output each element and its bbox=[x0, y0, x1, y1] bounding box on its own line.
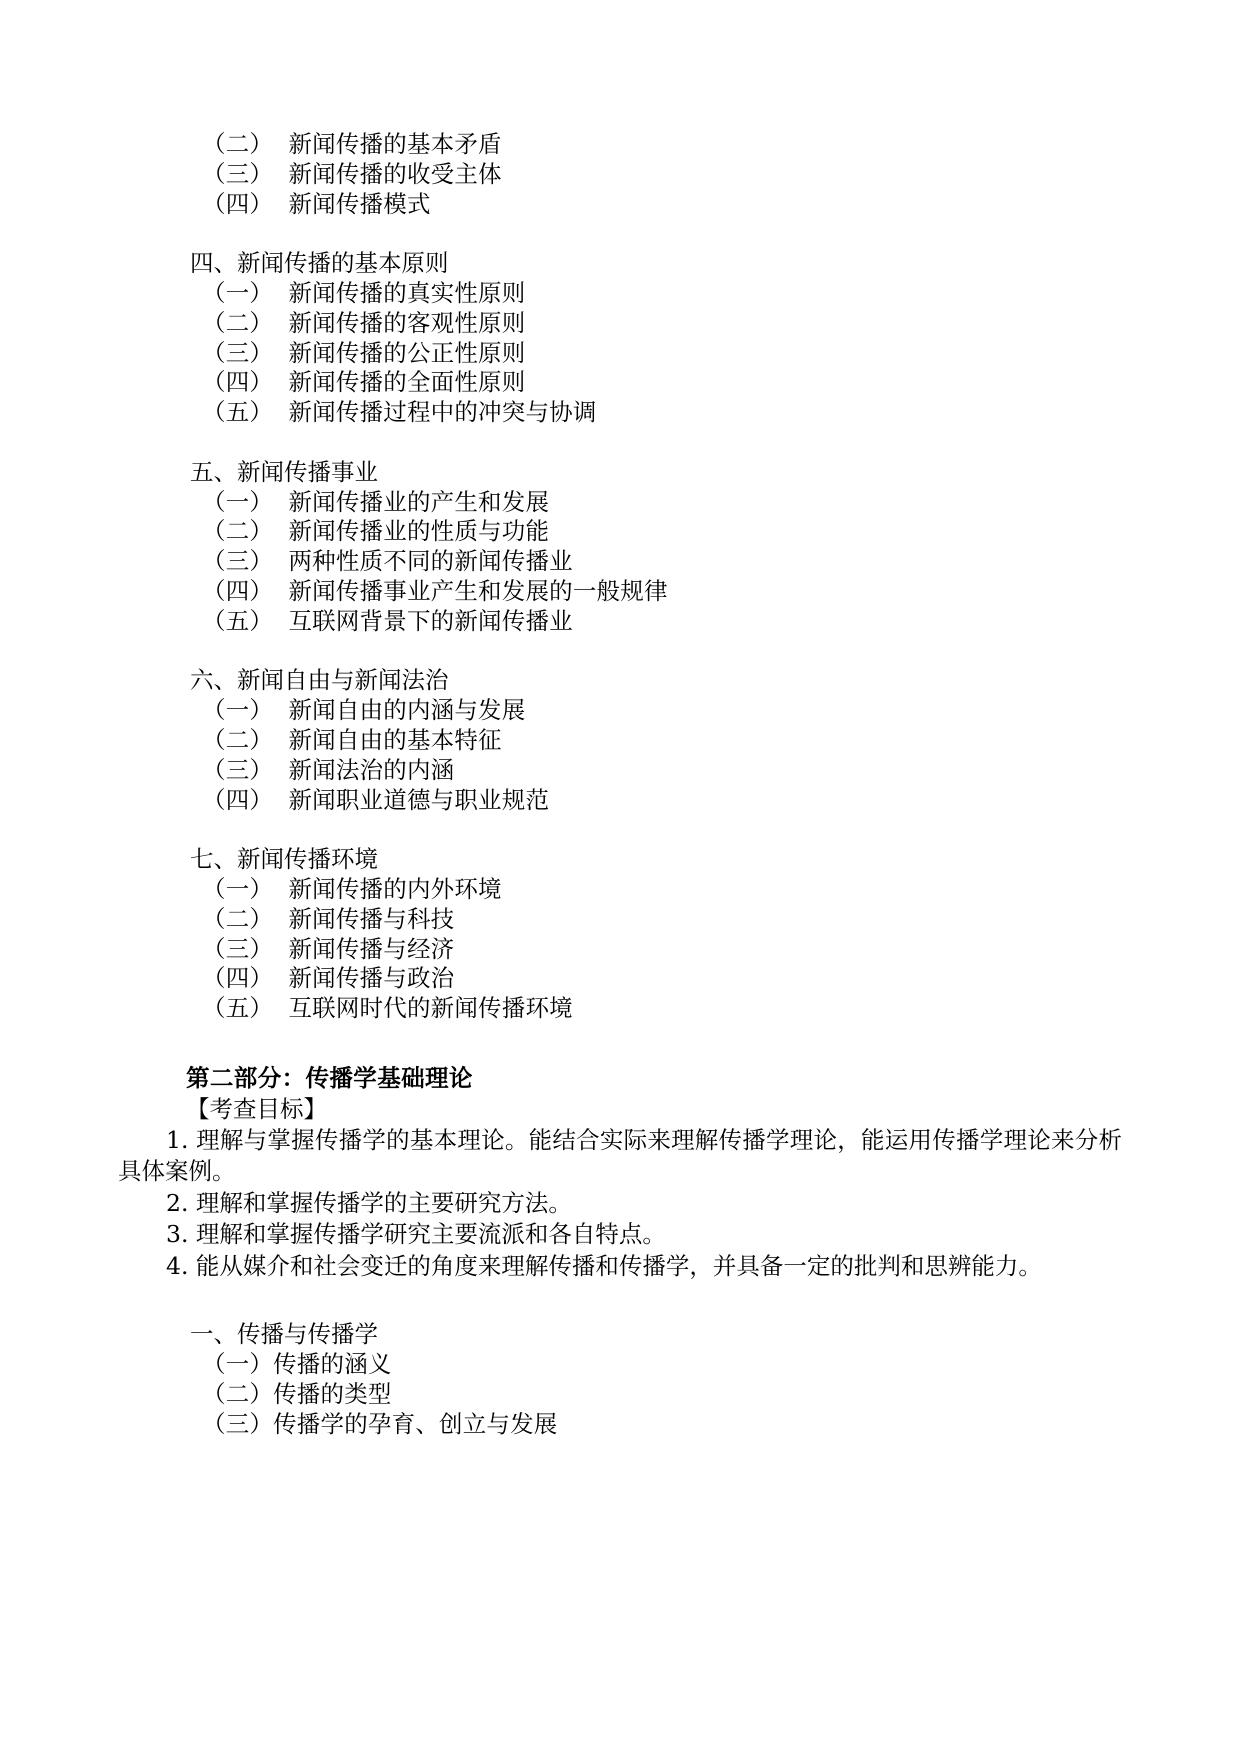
outline-item: （二） 新闻传播的客观性原则 bbox=[202, 308, 526, 337]
outline-item: （四） 新闻传播模式 bbox=[202, 189, 431, 218]
outline-item: （五） 互联网时代的新闻传播环境 bbox=[202, 994, 573, 1023]
outline-item: （五） 互联网背景下的新闻传播业 bbox=[202, 606, 573, 635]
part-gap bbox=[118, 1024, 1122, 1062]
part-two bbox=[118, 1062, 1122, 1440]
outline-item: （二） 新闻传播的基本矛盾 bbox=[202, 130, 502, 158]
section-heading: 七、新闻传播环境 bbox=[190, 845, 378, 874]
outline-item: （一） 新闻传播的内外环境 bbox=[202, 874, 502, 903]
part2-outline-section-one bbox=[118, 1320, 1122, 1439]
outline-item: （五） 新闻传播过程中的冲突与协调 bbox=[202, 398, 597, 427]
objective-paragraph: 3. 理解和掌握传播学研究主要流派和各自特点。 bbox=[166, 1220, 666, 1249]
part-title: 第二部分：传播学基础理论 bbox=[186, 1063, 473, 1092]
section-heading: 五、新闻传播事业 bbox=[190, 457, 378, 486]
document-body bbox=[118, 130, 1122, 1440]
section-gap bbox=[118, 637, 1122, 667]
outline-item: （三） 新闻传播的收受主体 bbox=[202, 159, 502, 188]
section-heading: 六、新闻自由与新闻法治 bbox=[190, 666, 449, 695]
outline-item: （三）传播学的孕育、创立与发展 bbox=[202, 1409, 558, 1438]
outline-item: （一）传播的涵义 bbox=[202, 1350, 392, 1379]
outline-section-six bbox=[118, 666, 1122, 815]
outline-item: （四） 新闻传播与政治 bbox=[202, 964, 455, 993]
section-gap bbox=[118, 219, 1122, 249]
outline-item: （二） 新闻传播业的性质与功能 bbox=[202, 517, 550, 546]
outline-section-three-continued bbox=[118, 130, 1122, 219]
outline-item: （二） 新闻传播与科技 bbox=[202, 904, 455, 933]
outline-item: （四） 新闻传播事业产生和发展的一般规律 bbox=[202, 576, 668, 605]
outline-item: （二） 新闻自由的基本特征 bbox=[202, 725, 502, 754]
outline-item: （一） 新闻传播的真实性原则 bbox=[202, 278, 526, 307]
outline-section-five bbox=[118, 458, 1122, 637]
outline-item: （三） 新闻传播与经济 bbox=[202, 934, 455, 963]
objective-paragraph: 2. 理解和掌握传播学的主要研究方法。 bbox=[166, 1188, 572, 1217]
outline-section-four bbox=[118, 249, 1122, 428]
objective-paragraph: 1. 理解与掌握传播学的基本理论。能结合实际来理解传播学理论，能运用传播学理论来分析具体案例。 bbox=[118, 1125, 1122, 1186]
outline-item: （一） 新闻自由的内涵与发展 bbox=[202, 696, 526, 725]
outline-section-seven bbox=[118, 845, 1122, 1024]
outline-item: （一） 新闻传播业的产生和发展 bbox=[202, 487, 550, 516]
outline-item: （四） 新闻职业道德与职业规范 bbox=[202, 785, 550, 814]
outline-item: （二）传播的类型 bbox=[202, 1380, 392, 1408]
outline-item: （三） 新闻法治的内涵 bbox=[202, 755, 455, 784]
section-gap bbox=[118, 1282, 1122, 1320]
section-heading: 一、传播与传播学 bbox=[190, 1320, 378, 1349]
section-gap bbox=[118, 428, 1122, 458]
outline-item: （四） 新闻传播的全面性原则 bbox=[202, 368, 526, 397]
outline-item: （三） 新闻传播的公正性原则 bbox=[202, 338, 526, 367]
objectives-heading: 【考查目标】 bbox=[186, 1094, 327, 1123]
objective-paragraph: 4. 能从媒介和社会变迁的角度来理解传播和传播学，并具备一定的批判和思辨能力。 bbox=[166, 1251, 1042, 1280]
outline-item: （三） 两种性质不同的新闻传播业 bbox=[202, 547, 573, 576]
section-heading: 四、新闻传播的基本原则 bbox=[190, 249, 449, 278]
section-gap bbox=[118, 815, 1122, 845]
